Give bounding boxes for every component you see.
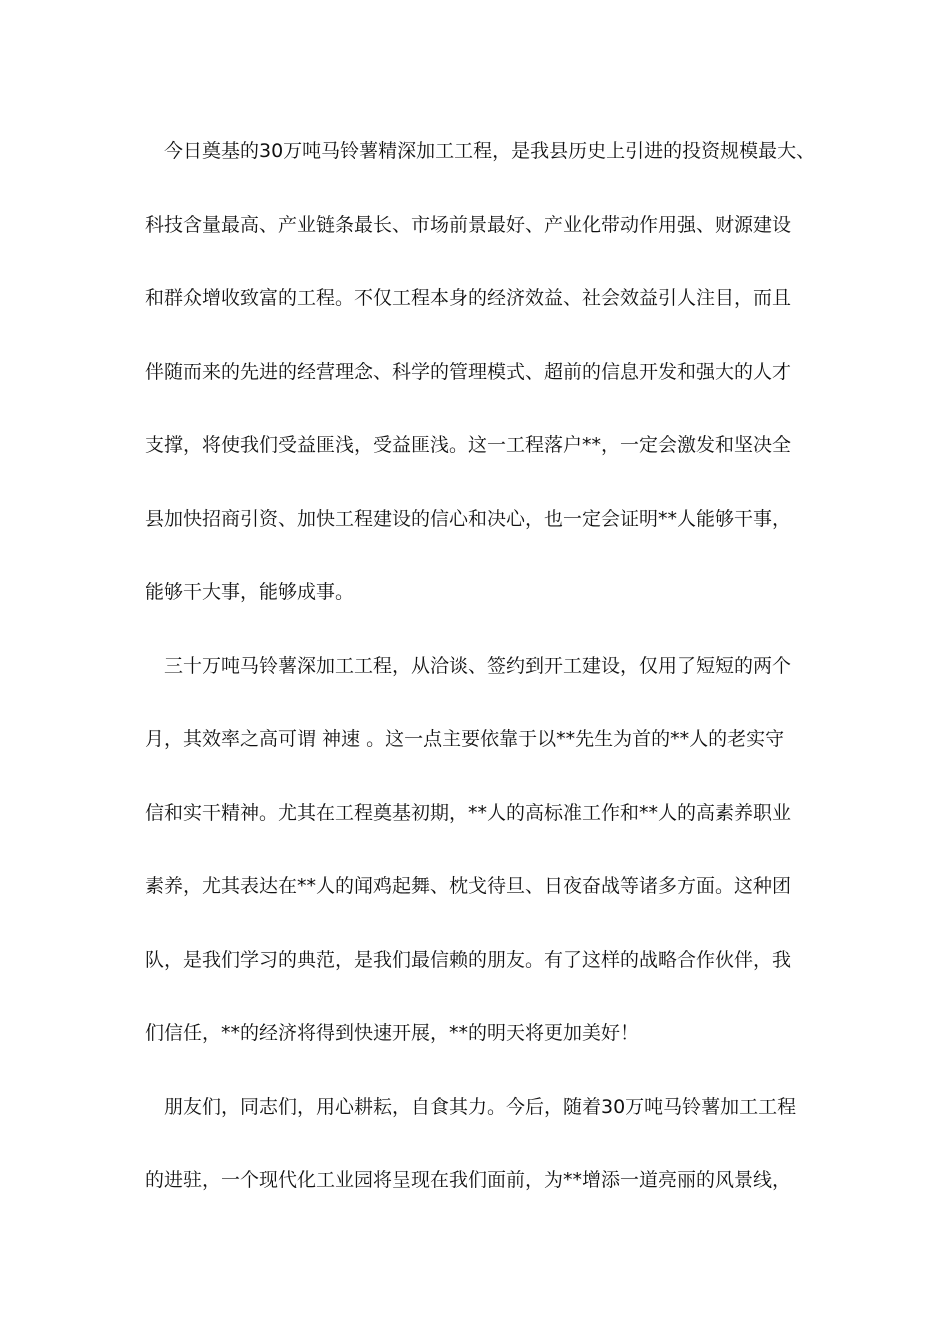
paragraph-1 [145,127,816,617]
paragraph-line: 的进驻，一个现代化工业园将呈现在我们面前，为**增添一道亮丽的风景线， [145,1169,792,1191]
paragraph-line: 支撑，将使我们受益匪浅，受益匪浅。这一工程落户**，一定会激发和坚决全 [145,434,792,456]
paragraph-line: 科技含量最高、产业链条最长、市场前景最好、产业化带动作用强、财源建设 [145,213,792,236]
paragraph-line: 县加快招商引资、加快工程建设的信心和决心，也一定会证明**人能够干事， [145,507,792,530]
paragraph-line: 月，其效率之高可谓 神速 。这一点主要依靠于以**先生为首的**人的老实守 [145,728,785,750]
document-body [145,127,816,1230]
paragraph-3 [145,1083,805,1206]
paragraph-line: 和群众增收致富的工程。不仅工程本身的经济效益、社会效益引人注目，而且 [145,287,792,309]
paragraph-line: 们信任，**的经济将得到快速开展，**的明天将更加美好！ [145,1022,640,1044]
paragraph-line: 素养，尤其表达在**人的闻鸡起舞、枕戈待旦、日夜奋战等诸多方面。这种团 [145,875,792,897]
paragraph-line: 朋友们，同志们，用心耕耘，自食其力。今后，随着30万吨马铃薯加工工程 [164,1095,797,1118]
paragraph-line: 信和实干精神。尤其在工程奠基初期，**人的高标准工作和**人的高素养职业 [145,801,792,824]
paragraph-line: 三十万吨马铃薯深加工工程，从洽谈、签约到开工建设，仅用了短短的两个 [164,654,792,677]
paragraph-line: 能够干大事，能够成事。 [145,581,355,603]
paragraph-line: 伴随而来的先进的经营理念、科学的管理模式、超前的信息开发和强大的人才 [145,360,792,383]
paragraph-line: 今日奠基的30万吨马铃薯精深加工工程，是我县历史上引进的投资规模最大、 [164,140,816,162]
paragraph-2 [145,642,805,1059]
paragraph-line: 队，是我们学习的典范，是我们最信赖的朋友。有了这样的战略合作伙伴，我 [145,948,792,971]
